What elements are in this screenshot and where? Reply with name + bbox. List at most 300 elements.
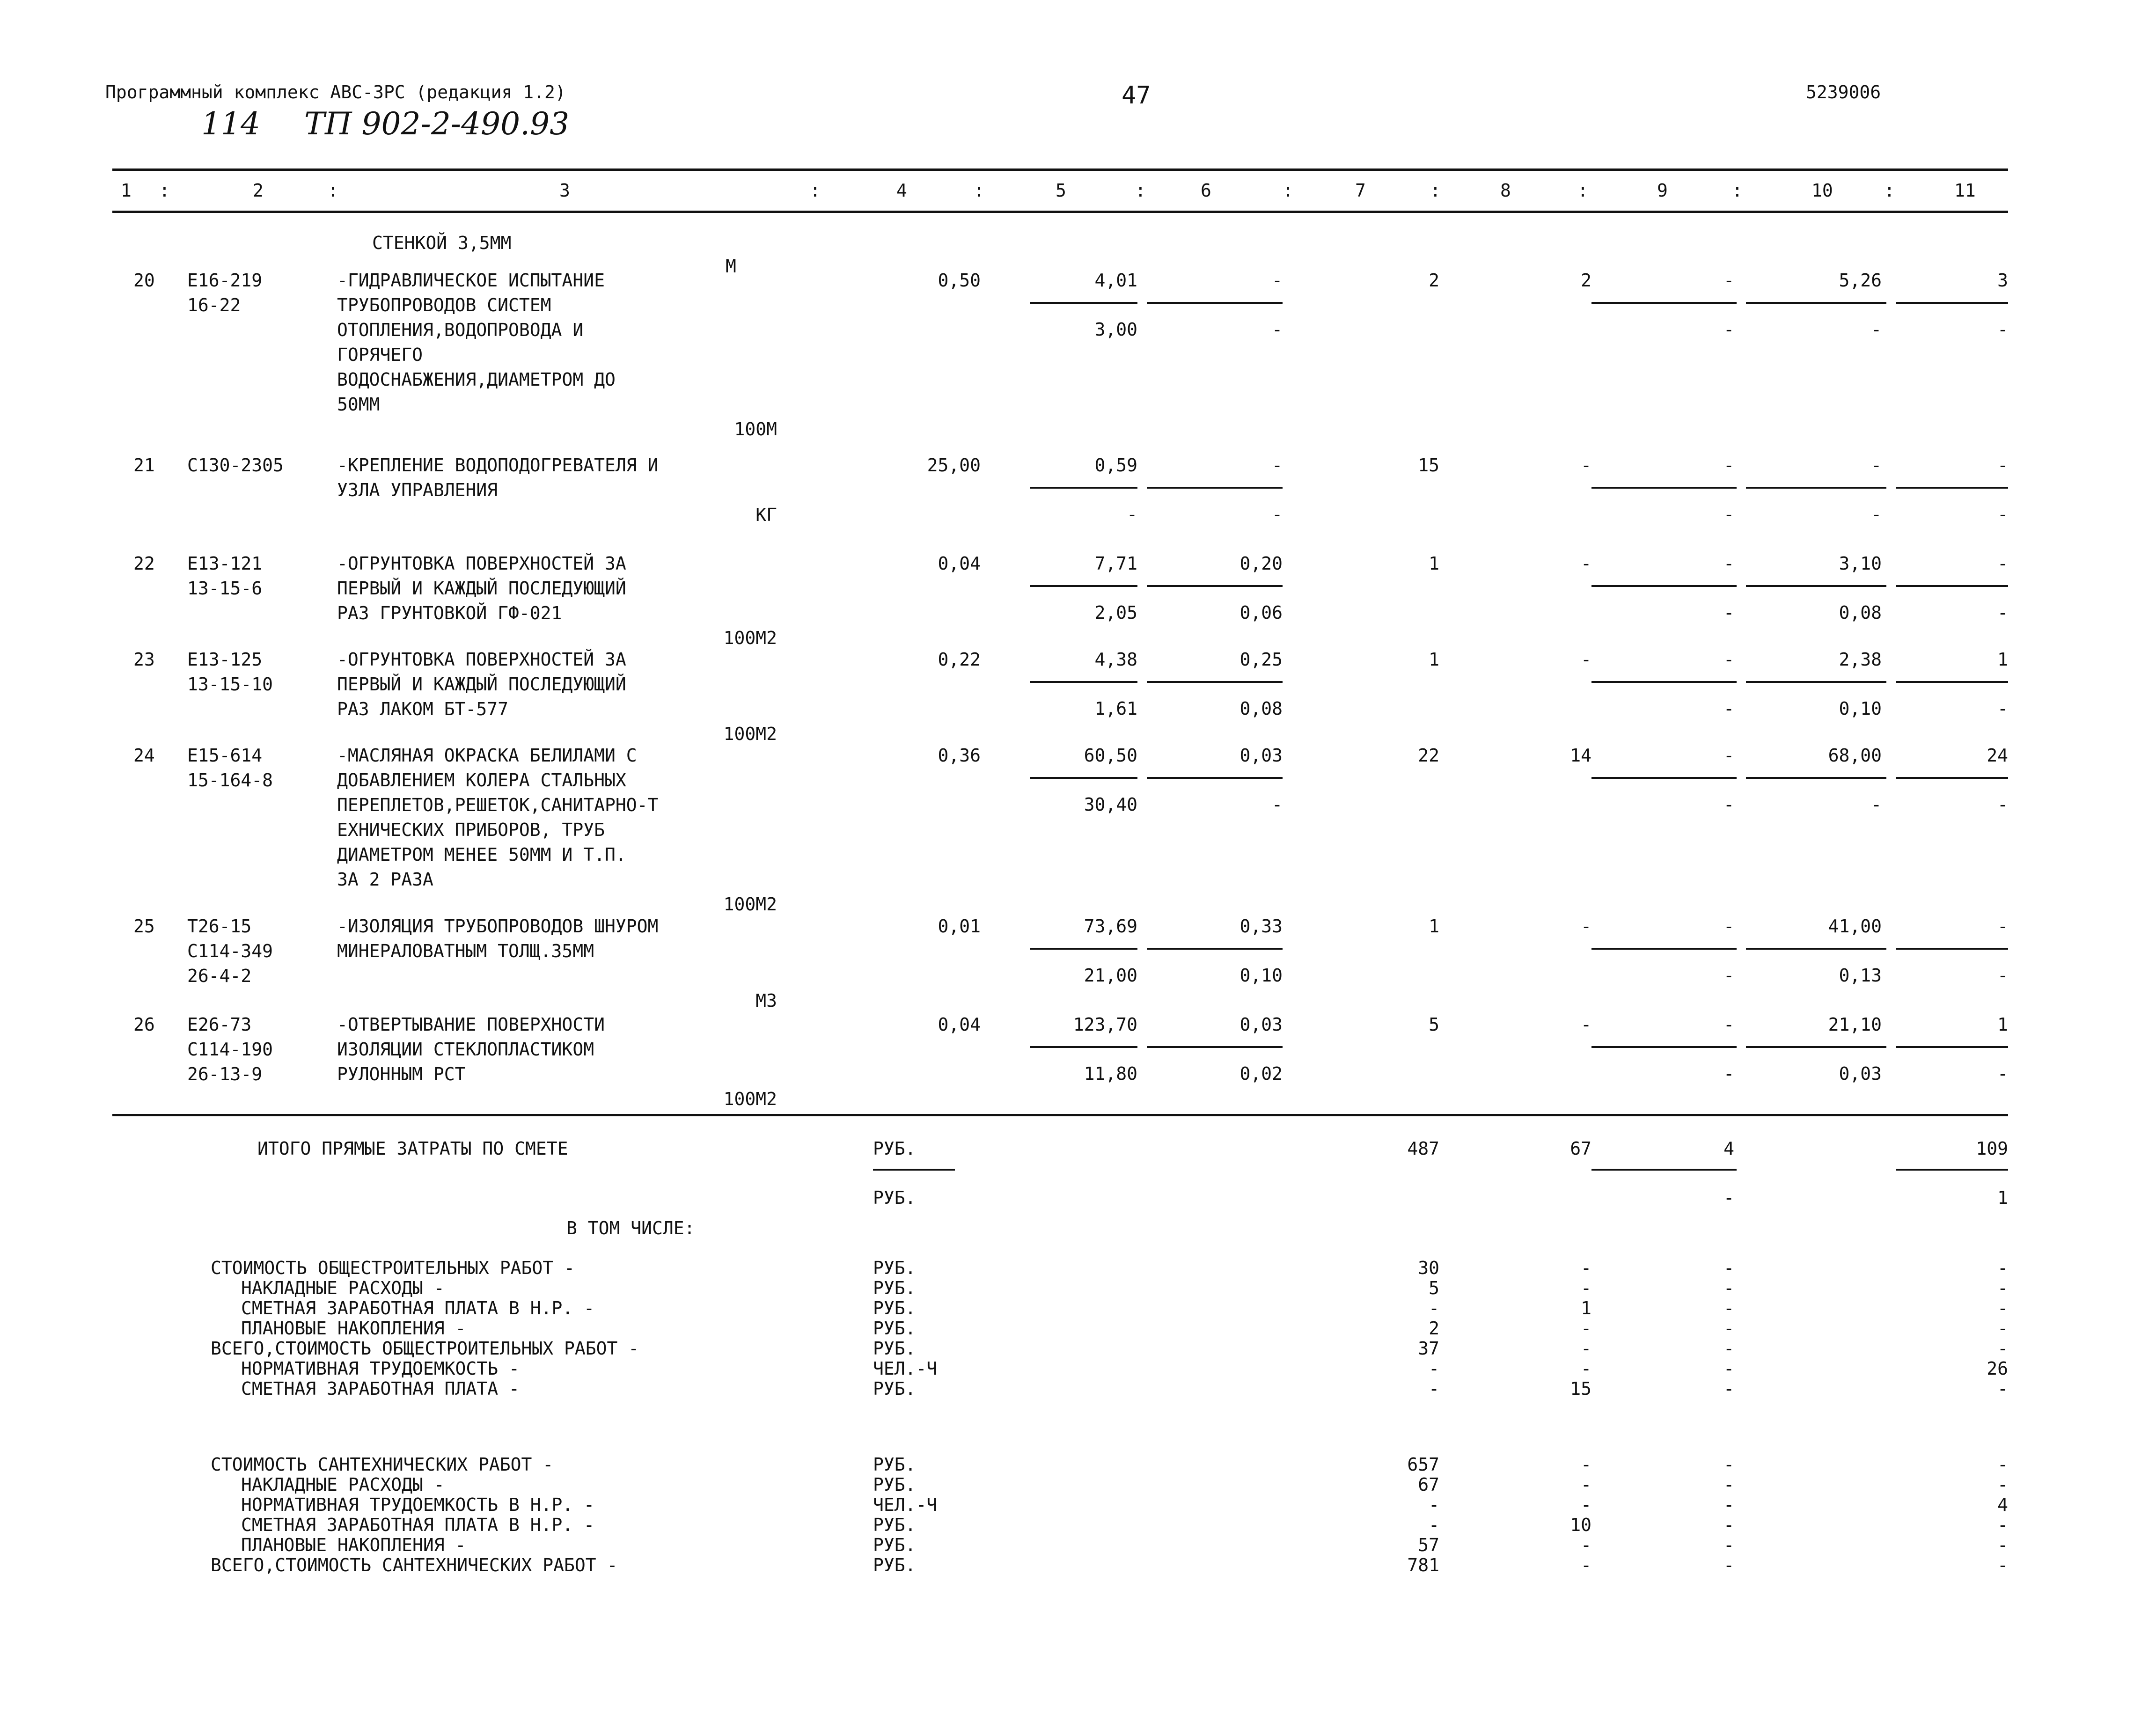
row-col7: 5 [1429, 1014, 1439, 1035]
column-number: 9 [1657, 180, 1668, 201]
row-description: ЕХНИЧЕСКИХ ПРИБОРОВ, ТРУБ [337, 820, 605, 840]
row-quantity: 0,04 [938, 1014, 981, 1035]
row-c9-rule [1591, 777, 1737, 779]
summary-col7: 657 [1407, 1454, 1439, 1475]
row-col10: 3,10 [1839, 553, 1882, 574]
row-col10: 68,00 [1828, 745, 1882, 766]
summary-col8: - [1581, 1494, 1591, 1515]
total-col9-rule [1591, 1169, 1737, 1171]
row-c9-rule [1591, 681, 1737, 683]
row-col9: - [1723, 649, 1734, 670]
total-unit-2: РУБ. [873, 1187, 916, 1208]
summary-col11: 4 [1997, 1494, 2008, 1515]
row-col9: - [1723, 455, 1734, 476]
row-c10-rule [1746, 777, 1886, 779]
summary-col11: - [1997, 1278, 2008, 1298]
row-c9-rule [1591, 487, 1737, 489]
row-c11-rule [1896, 777, 2008, 779]
summary-unit: РУБ. [873, 1378, 916, 1399]
row-col10-sub: 0,03 [1839, 1063, 1882, 1084]
row-c11-rule [1896, 585, 2008, 587]
row-col11-sub: - [1997, 794, 2008, 815]
row-col8: - [1581, 649, 1591, 670]
summary-col8: - [1581, 1318, 1591, 1339]
column-number: 3 [559, 180, 570, 201]
column-separator: : [810, 180, 821, 201]
column-number: 1 [121, 180, 132, 201]
row-col8: - [1581, 1014, 1591, 1035]
column-separator: : [1135, 180, 1146, 201]
row-c11-rule [1896, 1046, 2008, 1048]
summary-col8: - [1581, 1535, 1591, 1555]
row-c5-rule [1030, 777, 1137, 779]
row-code: 26-4-2 [187, 966, 252, 986]
summary-col8: - [1581, 1338, 1591, 1359]
row-code: Е13-125 [187, 649, 263, 670]
column-number: 8 [1500, 180, 1511, 201]
row-col5-sub: 30,40 [1084, 794, 1137, 815]
row-col8: 2 [1581, 270, 1591, 291]
row-description: -КРЕПЛЕНИЕ ВОДОПОДОГРЕВАТЕЛЯ И [337, 455, 659, 476]
summary-col9: - [1723, 1515, 1734, 1535]
row-c10-rule [1746, 487, 1886, 489]
row-col6-sub: - [1272, 319, 1283, 340]
total-col11: 109 [1976, 1138, 2008, 1159]
row-col6: - [1272, 270, 1283, 291]
row-code: 15-164-8 [187, 770, 273, 791]
total-col7: 487 [1407, 1138, 1439, 1159]
row-col9: - [1723, 916, 1734, 937]
total-top-rule [112, 1114, 2008, 1116]
row-number: 23 [133, 649, 155, 670]
row-col6-sub: - [1272, 504, 1283, 525]
row-col5: 4,38 [1094, 649, 1137, 670]
summary-label: НАКЛАДНЫЕ РАСХОДЫ - [241, 1474, 445, 1495]
row-col5: 4,01 [1094, 270, 1137, 291]
summary-col9: - [1723, 1494, 1734, 1515]
column-number: 6 [1201, 180, 1211, 201]
row-col9-sub: - [1723, 794, 1734, 815]
summary-col7: 5 [1429, 1278, 1439, 1298]
summary-label: НОРМАТИВНАЯ ТРУДОЕМКОСТЬ - [241, 1358, 520, 1379]
row-col11: - [1997, 916, 2008, 937]
summary-label: СМЕТНАЯ ЗАРАБОТНАЯ ПЛАТА - [241, 1378, 520, 1399]
row-col7: 2 [1429, 270, 1439, 291]
row-description: -ИЗОЛЯЦИЯ ТРУБОПРОВОДОВ ШНУРОМ [337, 916, 659, 937]
summary-col11: - [1997, 1378, 2008, 1399]
summary-label: НАКЛАДНЫЕ РАСХОДЫ - [241, 1278, 445, 1298]
row-quantity: 25,00 [927, 455, 981, 476]
row-number: 21 [133, 455, 155, 476]
row-c5-rule [1030, 487, 1137, 489]
row-c10-rule [1746, 948, 1886, 950]
row-description: ОТОПЛЕНИЯ,ВОДОПРОВОДА И [337, 320, 584, 340]
row-col5-sub: 3,00 [1094, 319, 1137, 340]
summary-unit: РУБ. [873, 1474, 916, 1495]
summary-label: СТОИМОСТЬ САНТЕХНИЧЕСКИХ РАБОТ - [211, 1454, 554, 1475]
row-col5: 0,59 [1094, 455, 1137, 476]
row-unit: КГ [755, 505, 777, 525]
summary-col9: - [1723, 1454, 1734, 1475]
summary-col8: - [1581, 1258, 1591, 1278]
summary-label: ПЛАНОВЫЕ НАКОПЛЕНИЯ - [241, 1535, 466, 1555]
column-number: 5 [1056, 180, 1066, 201]
row-c10-rule [1746, 302, 1886, 304]
row-description: МИНЕРАЛОВАТНЫМ ТОЛЩ.35ММ [337, 941, 594, 961]
summary-unit: РУБ. [873, 1515, 916, 1535]
summary-unit: ЧЕЛ.-Ч [873, 1358, 938, 1379]
summary-col7: - [1429, 1358, 1439, 1379]
row-code: Е26-73 [187, 1014, 252, 1035]
row-col5: 7,71 [1094, 553, 1137, 574]
page-number: 47 [1122, 81, 1151, 110]
row-col8: 14 [1570, 745, 1591, 766]
row-col10: 5,26 [1839, 270, 1882, 291]
row-description: ПЕРЕПЛЕТОВ,РЕШЕТОК,САНИТАРНО-Т [337, 795, 659, 815]
column-separator: : [1577, 180, 1588, 201]
row-quantity: 0,36 [938, 745, 981, 766]
column-separator: : [974, 180, 984, 201]
summary-unit: РУБ. [873, 1278, 916, 1298]
summary-label: СТОИМОСТЬ ОБЩЕСТРОИТЕЛЬНЫХ РАБОТ - [211, 1258, 575, 1278]
row-description: ДОБАВЛЕНИЕМ КОЛЕРА СТАЛЬНЫХ [337, 770, 626, 791]
summary-label: ВСЕГО,СТОИМОСТЬ ОБЩЕСТРОИТЕЛЬНЫХ РАБОТ - [211, 1338, 639, 1359]
row-col11-sub: - [1997, 319, 2008, 340]
row-col9-sub: - [1723, 698, 1734, 719]
summary-col8: - [1581, 1358, 1591, 1379]
column-separator: : [1430, 180, 1441, 201]
summary-col7: 57 [1418, 1535, 1439, 1555]
summary-unit: РУБ. [873, 1338, 916, 1359]
summary-col7: 67 [1418, 1474, 1439, 1495]
summary-col11: - [1997, 1555, 2008, 1575]
row-code: С114-349 [187, 941, 273, 961]
summary-label: НОРМАТИВНАЯ ТРУДОЕМКОСТЬ В Н.Р. - [241, 1494, 594, 1515]
summary-col11: - [1997, 1474, 2008, 1495]
column-separator: : [1283, 180, 1293, 201]
summary-col8: - [1581, 1278, 1591, 1298]
row-c10-rule [1746, 1046, 1886, 1048]
row-col6: 0,33 [1239, 916, 1283, 937]
row-col11: 1 [1997, 1014, 2008, 1035]
total-label: ИТОГО ПРЯМЫЕ ЗАТРАТЫ ПО СМЕТЕ [257, 1138, 568, 1159]
summary-col11: - [1997, 1454, 2008, 1475]
row-col10: 41,00 [1828, 916, 1882, 937]
summary-col9: - [1723, 1258, 1734, 1278]
summary-col11: - [1997, 1298, 2008, 1318]
row-col11-sub: - [1997, 504, 2008, 525]
row-col8: - [1581, 553, 1591, 574]
summary-col7: 30 [1418, 1258, 1439, 1278]
total-col11-rule [1896, 1169, 2008, 1171]
row-description: -ОГРУНТОВКА ПОВЕРХНОСТЕЙ ЗА [337, 649, 626, 670]
summary-label: СМЕТНАЯ ЗАРАБОТНАЯ ПЛАТА В Н.Р. - [241, 1298, 594, 1318]
row-code: Т26-15 [187, 916, 252, 937]
row-description: РАЗ ЛАКОМ БТ-577 [337, 699, 509, 719]
row-col11: - [1997, 553, 2008, 574]
column-separator: : [1732, 180, 1743, 201]
summary-unit: РУБ. [873, 1298, 916, 1318]
summary-col9: - [1723, 1378, 1734, 1399]
row-col11: 1 [1997, 649, 2008, 670]
row-code: Е13-121 [187, 553, 263, 574]
column-number: 4 [896, 180, 907, 201]
header-top-rule [112, 168, 2008, 171]
row-c6-rule [1147, 585, 1283, 587]
row-col5-sub: 1,61 [1094, 698, 1137, 719]
row-col10: 2,38 [1839, 649, 1882, 670]
summary-col11: 26 [1987, 1358, 2008, 1379]
summary-col8: - [1581, 1555, 1591, 1575]
row-col9-sub: - [1723, 1063, 1734, 1084]
summary-col7: 37 [1418, 1338, 1439, 1359]
row-col11-sub: - [1997, 1063, 2008, 1084]
row-col8: - [1581, 916, 1591, 937]
row-col9-sub: - [1723, 602, 1734, 623]
column-separator: : [328, 180, 338, 201]
row-col9-sub: - [1723, 965, 1734, 986]
total-col8: 67 [1570, 1138, 1591, 1159]
row-description: ДИАМЕТРОМ МЕНЕЕ 50ММ И Т.П. [337, 844, 626, 865]
summary-unit: РУБ. [873, 1318, 916, 1339]
row-col5-sub: 11,80 [1084, 1063, 1137, 1084]
row-description: УЗЛА УПРАВЛЕНИЯ [337, 480, 498, 500]
summary-label: ПЛАНОВЫЕ НАКОПЛЕНИЯ - [241, 1318, 466, 1339]
column-number: 11 [1954, 180, 1976, 201]
row-col11: 24 [1987, 745, 2008, 766]
summary-col8: - [1581, 1474, 1591, 1495]
row-col6: 0,03 [1239, 1014, 1283, 1035]
row-c9-rule [1591, 1046, 1737, 1048]
summary-unit: РУБ. [873, 1454, 916, 1475]
row-col6: 0,03 [1239, 745, 1283, 766]
column-separator: : [1884, 180, 1895, 201]
row-unit: 100М2 [723, 894, 777, 915]
summary-unit: РУБ. [873, 1535, 916, 1555]
total-unit: РУБ. [873, 1138, 916, 1159]
row-c9-rule [1591, 948, 1737, 950]
row-c11-rule [1896, 948, 2008, 950]
column-separator: : [159, 180, 170, 201]
summary-col11: - [1997, 1318, 2008, 1339]
row-col6-sub: 0,08 [1239, 698, 1283, 719]
row-description: ВОДОСНАБЖЕНИЯ,ДИАМЕТРОМ ДО [337, 369, 616, 390]
row-col5: 60,50 [1084, 745, 1137, 766]
summary-col9: - [1723, 1338, 1734, 1359]
row-quantity: 0,22 [938, 649, 981, 670]
row-code: Е15-614 [187, 745, 263, 766]
summary-col9: - [1723, 1318, 1734, 1339]
including-label: В ТОМ ЧИСЛЕ: [566, 1218, 695, 1238]
row-code: 26-13-9 [187, 1064, 263, 1084]
row-c11-rule [1896, 302, 2008, 304]
row-description: -ГИДРАВЛИЧЕСКОЕ ИСПЫТАНИЕ [337, 270, 605, 291]
row-code: С130-2305 [187, 455, 284, 476]
row-unit: М3 [755, 990, 777, 1011]
row-c5-rule [1030, 681, 1137, 683]
row-c10-rule [1746, 681, 1886, 683]
handwritten-ref-number: 114 [201, 106, 260, 142]
row-col8: - [1581, 455, 1591, 476]
row-col10: - [1871, 455, 1882, 476]
total-col11-2: 1 [1997, 1187, 2008, 1208]
summary-col9: - [1723, 1298, 1734, 1318]
summary-col11: - [1997, 1338, 2008, 1359]
summary-col9: - [1723, 1555, 1734, 1575]
row-description: ЗА 2 РАЗА [337, 869, 433, 890]
column-number: 7 [1355, 180, 1366, 201]
row-col9: - [1723, 270, 1734, 291]
row-c5-rule [1030, 302, 1137, 304]
row-description: ТРУБОПРОВОДОВ СИСТЕМ [337, 295, 551, 315]
summary-col7: 2 [1429, 1318, 1439, 1339]
column-number: 2 [253, 180, 264, 201]
row-col6-sub: 0,02 [1239, 1063, 1283, 1084]
row-col7: 1 [1429, 649, 1439, 670]
row-code: 13-15-10 [187, 674, 273, 695]
row-description: ГОРЯЧЕГО [337, 344, 423, 365]
summary-col8: 1 [1581, 1298, 1591, 1318]
row-number: 22 [133, 553, 155, 574]
row-col6: 0,20 [1239, 553, 1283, 574]
row-unit: 100М [734, 419, 777, 439]
summary-unit: РУБ. [873, 1258, 916, 1278]
row-col7: 22 [1418, 745, 1439, 766]
summary-col9: - [1723, 1535, 1734, 1555]
row-c6-rule [1147, 777, 1283, 779]
row-quantity: 0,50 [938, 270, 981, 291]
row-description: -ОГРУНТОВКА ПОВЕРХНОСТЕЙ ЗА [337, 553, 626, 574]
row-description: -ОТВЕРТЫВАНИЕ ПОВЕРХНОСТИ [337, 1014, 605, 1035]
row-description: РУЛОННЫМ РСТ [337, 1064, 466, 1084]
row-code: С114-190 [187, 1039, 273, 1060]
row-col6: - [1272, 455, 1283, 476]
row-col6-sub: - [1272, 794, 1283, 815]
row-col11: 3 [1997, 270, 2008, 291]
row-col5-sub: - [1127, 504, 1137, 525]
row-col10-sub: 0,08 [1839, 602, 1882, 623]
total-col9-2: - [1723, 1187, 1734, 1208]
row-col6: 0,25 [1239, 649, 1283, 670]
summary-col9: - [1723, 1358, 1734, 1379]
row-col10-sub: - [1871, 319, 1882, 340]
row-description: ПЕРВЫЙ И КАЖДЫЙ ПОСЛЕДУЮЩИЙ [337, 578, 626, 599]
row-number: 26 [133, 1014, 155, 1035]
row-col9: - [1723, 553, 1734, 574]
row-col10-sub: - [1871, 794, 1882, 815]
row-col7: 1 [1429, 553, 1439, 574]
summary-col7: - [1429, 1378, 1439, 1399]
row-col5-sub: 2,05 [1094, 602, 1137, 623]
row-code: 13-15-6 [187, 578, 263, 599]
summary-col7: - [1429, 1515, 1439, 1535]
row-c6-rule [1147, 948, 1283, 950]
row-col5: 73,69 [1084, 916, 1137, 937]
summary-col8: - [1581, 1454, 1591, 1475]
row-col6-sub: 0,06 [1239, 602, 1283, 623]
row-col9-sub: - [1723, 319, 1734, 340]
row-col9: - [1723, 1014, 1734, 1035]
row-description: РАЗ ГРУНТОВКОЙ ГФ-021 [337, 603, 562, 623]
summary-col8: 15 [1570, 1378, 1591, 1399]
row-c11-rule [1896, 487, 2008, 489]
row-c5-rule [1030, 1046, 1137, 1048]
row-col10: 21,10 [1828, 1014, 1882, 1035]
row-col5: 123,70 [1073, 1014, 1137, 1035]
row-col11: - [1997, 455, 2008, 476]
row-unit: 100М2 [723, 724, 777, 744]
lead-unit: М [726, 256, 736, 277]
row-col10-sub: 0,13 [1839, 965, 1882, 986]
row-col9: - [1723, 745, 1734, 766]
summary-col11: - [1997, 1515, 2008, 1535]
row-c11-rule [1896, 681, 2008, 683]
summary-col9: - [1723, 1474, 1734, 1495]
row-col5-sub: 21,00 [1084, 965, 1137, 986]
row-quantity: 0,01 [938, 916, 981, 937]
summary-col9: - [1723, 1278, 1734, 1298]
summary-col11: - [1997, 1535, 2008, 1555]
header-bottom-rule [112, 211, 2008, 213]
row-c9-rule [1591, 585, 1737, 587]
row-c6-rule [1147, 681, 1283, 683]
summary-col8: 10 [1570, 1515, 1591, 1535]
row-c6-rule [1147, 1046, 1283, 1048]
summary-label: ВСЕГО,СТОИМОСТЬ САНТЕХНИЧЕСКИХ РАБОТ - [211, 1555, 618, 1575]
summary-unit: ЧЕЛ.-Ч [873, 1494, 938, 1515]
row-col7: 15 [1418, 455, 1439, 476]
row-code: Е16-219 [187, 270, 263, 291]
row-number: 25 [133, 916, 155, 937]
column-number: 10 [1811, 180, 1833, 201]
row-col10-sub: - [1871, 504, 1882, 525]
row-c6-rule [1147, 302, 1283, 304]
program-title: Программный комплекс АВС-ЗРС (редакция 1.2) [105, 82, 566, 103]
row-col6-sub: 0,10 [1239, 965, 1283, 986]
summary-unit: РУБ. [873, 1555, 916, 1575]
summary-col7: - [1429, 1298, 1439, 1318]
row-c9-rule [1591, 302, 1737, 304]
row-col11-sub: - [1997, 965, 2008, 986]
summary-label: СМЕТНАЯ ЗАРАБОТНАЯ ПЛАТА В Н.Р. - [241, 1515, 594, 1535]
row-number: 24 [133, 745, 155, 766]
row-description: ИЗОЛЯЦИИ СТЕКЛОПЛАСТИКОМ [337, 1039, 594, 1060]
row-c6-rule [1147, 487, 1283, 489]
row-description: 50ММ [337, 394, 380, 415]
summary-col7: - [1429, 1494, 1439, 1515]
row-unit: 100М2 [723, 628, 777, 648]
row-col11-sub: - [1997, 698, 2008, 719]
total-unit-rule [873, 1169, 955, 1171]
row-description: ПЕРВЫЙ И КАЖДЫЙ ПОСЛЕДУЮЩИЙ [337, 674, 626, 695]
handwritten-ref: ТП 902-2-490.93 [304, 106, 570, 142]
row-col10-sub: 0,10 [1839, 698, 1882, 719]
row-number: 20 [133, 270, 155, 291]
summary-col7: 781 [1407, 1555, 1439, 1575]
total-col9: 4 [1723, 1138, 1734, 1159]
row-c5-rule [1030, 585, 1137, 587]
row-quantity: 0,04 [938, 553, 981, 574]
row-col7: 1 [1429, 916, 1439, 937]
row-code: 16-22 [187, 295, 241, 315]
document-code: 5239006 [1806, 82, 1881, 103]
row-col11-sub: - [1997, 602, 2008, 623]
row-c10-rule [1746, 585, 1886, 587]
row-description: -МАСЛЯНАЯ ОКРАСКА БЕЛИЛАМИ С [337, 745, 637, 766]
row-unit: 100М2 [723, 1089, 777, 1109]
row-col9-sub: - [1723, 504, 1734, 525]
summary-col11: - [1997, 1258, 2008, 1278]
